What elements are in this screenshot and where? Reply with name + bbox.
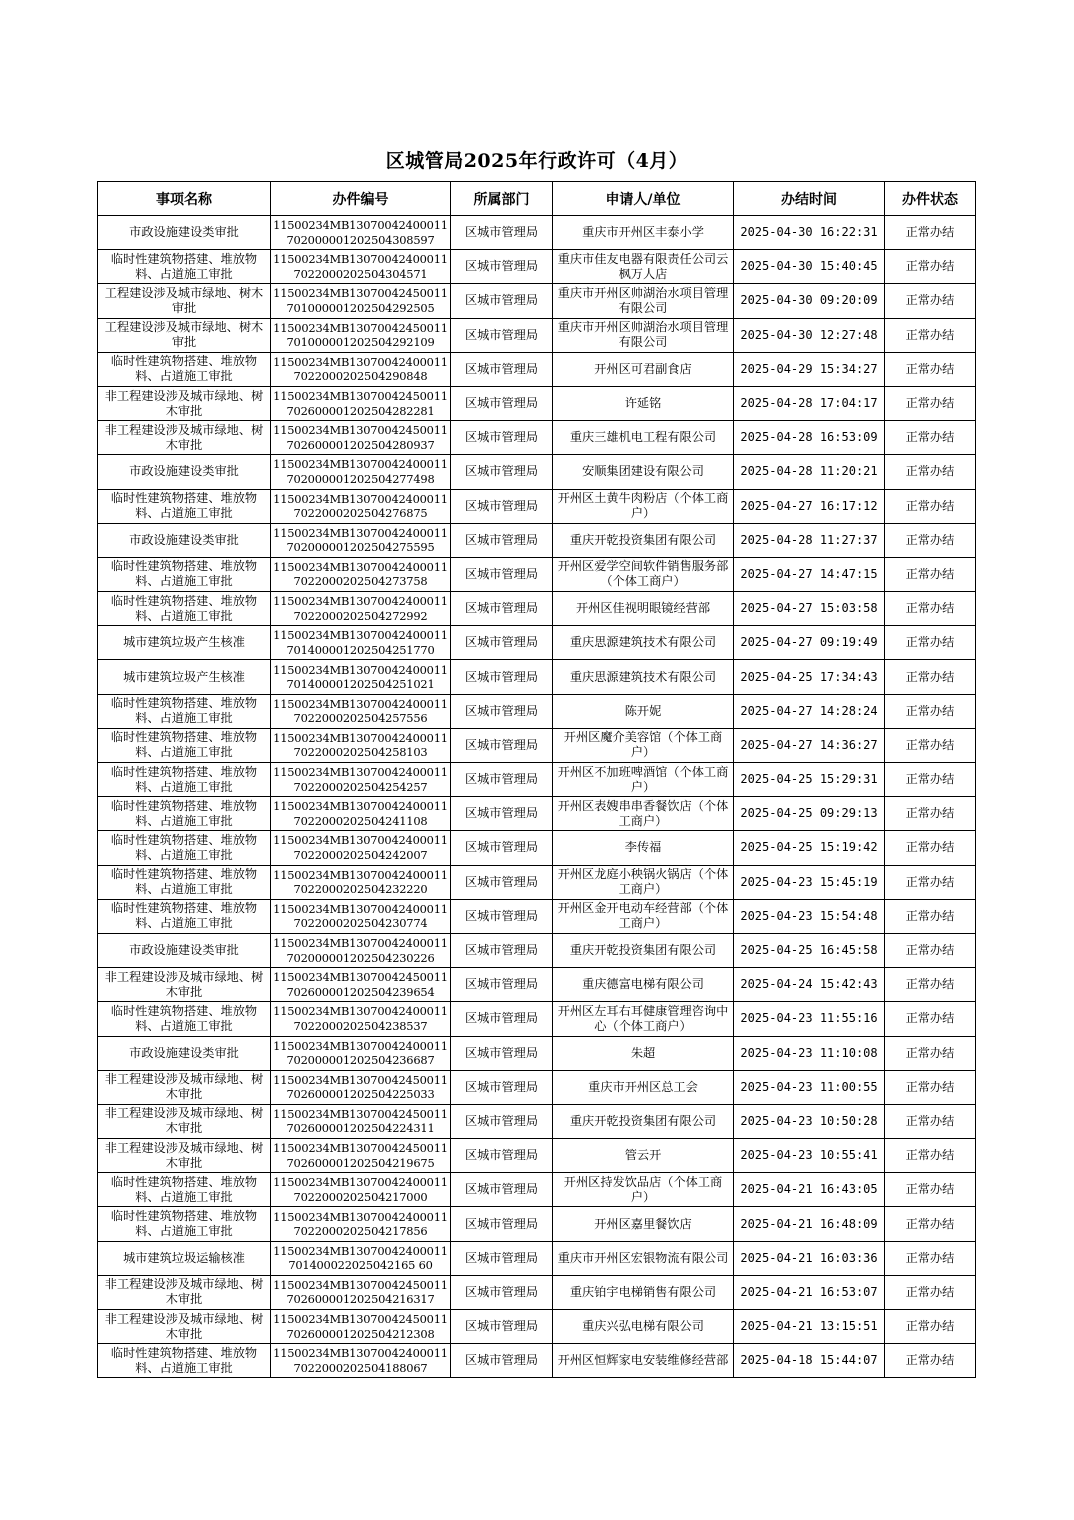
- applicant-cell: 开州区魔介美容馆（个体工商户）: [553, 728, 734, 762]
- department-cell: 区城市管理局: [451, 455, 553, 489]
- applicant-cell: 重庆兴弘电梯有限公司: [553, 1310, 734, 1344]
- table-row: [98, 831, 976, 865]
- case-number-cell: 11500234MB13070042450011 702600001202504224311: [271, 1104, 451, 1138]
- completion-time-cell: 2025-04-25 09:29:13: [734, 797, 885, 831]
- department-cell: 区城市管理局: [451, 1173, 553, 1207]
- item-name-cell: 非工程建设涉及城市绿地、树木审批: [98, 1139, 271, 1173]
- status-cell: 正常办结: [885, 899, 976, 933]
- applicant-cell: 重庆德富电梯有限公司: [553, 968, 734, 1002]
- department-cell: 区城市管理局: [451, 1275, 553, 1309]
- item-name-cell: 市政设施建设类审批: [98, 455, 271, 489]
- table-row: [98, 489, 976, 523]
- status-cell: 正常办结: [885, 557, 976, 591]
- status-cell: 正常办结: [885, 1310, 976, 1344]
- completion-time-cell: 2025-04-18 15:44:07: [734, 1344, 885, 1378]
- case-number-cell: 11500234MB13070042450011 701000001202504292109: [271, 318, 451, 352]
- table-row: [98, 216, 976, 250]
- table-row: [98, 1173, 976, 1207]
- status-cell: 正常办结: [885, 831, 976, 865]
- completion-time-cell: 2025-04-23 15:54:48: [734, 899, 885, 933]
- applicant-cell: 李传福: [553, 831, 734, 865]
- department-cell: 区城市管理局: [451, 421, 553, 455]
- column-header: 办件编号: [271, 182, 451, 216]
- applicant-cell: 重庆市开州区总工会: [553, 1070, 734, 1104]
- department-cell: 区城市管理局: [451, 831, 553, 865]
- case-number-cell: 11500234MB13070042400011 7022000202504217000: [271, 1173, 451, 1207]
- case-number-cell: 11500234MB13070042400011 7022000202504238537: [271, 1002, 451, 1036]
- department-cell: 区城市管理局: [451, 1344, 553, 1378]
- table-row: [98, 694, 976, 728]
- completion-time-cell: 2025-04-21 16:53:07: [734, 1275, 885, 1309]
- applicant-cell: 陈开妮: [553, 694, 734, 728]
- case-number-cell: 11500234MB13070042400011 7022000202504230774: [271, 899, 451, 933]
- table-row: [98, 1036, 976, 1070]
- completion-time-cell: 2025-04-23 11:10:08: [734, 1036, 885, 1070]
- status-cell: 正常办结: [885, 421, 976, 455]
- table-row: [98, 1002, 976, 1036]
- item-name-cell: 临时性建筑物搭建、堆放物料、占道施工审批: [98, 1173, 271, 1207]
- completion-time-cell: 2025-04-25 15:19:42: [734, 831, 885, 865]
- case-number-cell: 11500234MB13070042450011 701000001202504292505: [271, 284, 451, 318]
- status-cell: 正常办结: [885, 284, 976, 318]
- applicant-cell: 许延铭: [553, 386, 734, 420]
- table-body: [98, 216, 976, 1378]
- status-cell: 正常办结: [885, 1070, 976, 1104]
- table-row: [98, 626, 976, 660]
- applicant-cell: 开州区左耳右耳健康管理咨询中心（个体工商户）: [553, 1002, 734, 1036]
- department-cell: 区城市管理局: [451, 1104, 553, 1138]
- department-cell: 区城市管理局: [451, 523, 553, 557]
- completion-time-cell: 2025-04-30 15:40:45: [734, 250, 885, 284]
- case-number-cell: 11500234MB13070042400011 7022000202504290848: [271, 352, 451, 386]
- department-cell: 区城市管理局: [451, 728, 553, 762]
- applicant-cell: 重庆三雄机电工程有限公司: [553, 421, 734, 455]
- department-cell: 区城市管理局: [451, 1070, 553, 1104]
- case-number-cell: 11500234MB13070042400011 7022000202504304571: [271, 250, 451, 284]
- status-cell: 正常办结: [885, 968, 976, 1002]
- status-cell: 正常办结: [885, 865, 976, 899]
- completion-time-cell: 2025-04-28 11:27:37: [734, 523, 885, 557]
- status-cell: 正常办结: [885, 1344, 976, 1378]
- case-number-cell: 11500234MB13070042400011 7022000202504276875: [271, 489, 451, 523]
- column-header: 事项名称: [98, 182, 271, 216]
- department-cell: 区城市管理局: [451, 694, 553, 728]
- department-cell: 区城市管理局: [451, 592, 553, 626]
- page-title: 区城管局2025年行政许可（4月）: [385, 150, 689, 172]
- department-cell: 区城市管理局: [451, 1002, 553, 1036]
- status-cell: 正常办结: [885, 694, 976, 728]
- completion-time-cell: 2025-04-25 15:29:31: [734, 763, 885, 797]
- item-name-cell: 市政设施建设类审批: [98, 933, 271, 967]
- department-cell: 区城市管理局: [451, 626, 553, 660]
- department-cell: 区城市管理局: [451, 352, 553, 386]
- case-number-cell: 11500234MB13070042400011 7022000202504241108: [271, 797, 451, 831]
- case-number-cell: 11500234MB13070042400011 7022000202504257556: [271, 694, 451, 728]
- completion-time-cell: 2025-04-25 17:34:43: [734, 660, 885, 694]
- item-name-cell: 非工程建设涉及城市绿地、树木审批: [98, 1070, 271, 1104]
- status-cell: 正常办结: [885, 1241, 976, 1275]
- department-cell: 区城市管理局: [451, 557, 553, 591]
- department-cell: 区城市管理局: [451, 899, 553, 933]
- applicant-cell: 管云开: [553, 1139, 734, 1173]
- applicant-cell: 朱超: [553, 1036, 734, 1070]
- applicant-cell: 重庆思源建筑技术有限公司: [553, 626, 734, 660]
- department-cell: 区城市管理局: [451, 968, 553, 1002]
- completion-time-cell: 2025-04-27 09:19:49: [734, 626, 885, 660]
- applicant-cell: 重庆思源建筑技术有限公司: [553, 660, 734, 694]
- completion-time-cell: 2025-04-27 15:03:58: [734, 592, 885, 626]
- case-number-cell: 11500234MB13070042400011 7022000202504188067: [271, 1344, 451, 1378]
- status-cell: 正常办结: [885, 1002, 976, 1036]
- department-cell: 区城市管理局: [451, 1310, 553, 1344]
- item-name-cell: 临时性建筑物搭建、堆放物料、占道施工审批: [98, 557, 271, 591]
- department-cell: 区城市管理局: [451, 660, 553, 694]
- case-number-cell: 11500234MB13070042400011 701400022025042165 60: [271, 1241, 451, 1275]
- table-row: [98, 318, 976, 352]
- completion-time-cell: 2025-04-25 16:45:58: [734, 933, 885, 967]
- case-number-cell: 11500234MB13070042400011 7022000202504273758: [271, 557, 451, 591]
- applicant-cell: 安顺集团建设有限公司: [553, 455, 734, 489]
- table-row: [98, 557, 976, 591]
- status-cell: 正常办结: [885, 1104, 976, 1138]
- table-row: [98, 592, 976, 626]
- item-name-cell: 工程建设涉及城市绿地、树木审批: [98, 318, 271, 352]
- item-name-cell: 非工程建设涉及城市绿地、树木审批: [98, 1310, 271, 1344]
- column-header: 办件状态: [885, 182, 976, 216]
- table-row: [98, 899, 976, 933]
- case-number-cell: 11500234MB13070042450011 702600001202504225033: [271, 1070, 451, 1104]
- table-row: [98, 660, 976, 694]
- status-cell: 正常办结: [885, 660, 976, 694]
- status-cell: 正常办结: [885, 797, 976, 831]
- item-name-cell: 非工程建设涉及城市绿地、树木审批: [98, 386, 271, 420]
- department-cell: 区城市管理局: [451, 1207, 553, 1241]
- applicant-cell: 重庆铂宇电梯销售有限公司: [553, 1275, 734, 1309]
- case-number-cell: 11500234MB13070042400011 7022000202504242007: [271, 831, 451, 865]
- table-row: [98, 968, 976, 1002]
- item-name-cell: 临时性建筑物搭建、堆放物料、占道施工审批: [98, 728, 271, 762]
- completion-time-cell: 2025-04-27 14:36:27: [734, 728, 885, 762]
- case-number-cell: 11500234MB13070042450011 702600001202504212308: [271, 1310, 451, 1344]
- item-name-cell: 临时性建筑物搭建、堆放物料、占道施工审批: [98, 592, 271, 626]
- applicant-cell: 开州区土黄牛肉粉店（个体工商户）: [553, 489, 734, 523]
- case-number-cell: 11500234MB13070042400011 702000001202504308597: [271, 216, 451, 250]
- case-number-cell: 11500234MB13070042400011 7022000202504217856: [271, 1207, 451, 1241]
- item-name-cell: 临时性建筑物搭建、堆放物料、占道施工审批: [98, 831, 271, 865]
- completion-time-cell: 2025-04-30 09:20:09: [734, 284, 885, 318]
- column-header: 办结时间: [734, 182, 885, 216]
- completion-time-cell: 2025-04-23 10:50:28: [734, 1104, 885, 1138]
- case-number-cell: 11500234MB13070042400011 701400001202504251770: [271, 626, 451, 660]
- completion-time-cell: 2025-04-23 11:00:55: [734, 1070, 885, 1104]
- status-cell: 正常办结: [885, 386, 976, 420]
- status-cell: 正常办结: [885, 933, 976, 967]
- status-cell: 正常办结: [885, 318, 976, 352]
- department-cell: 区城市管理局: [451, 797, 553, 831]
- completion-time-cell: 2025-04-21 16:43:05: [734, 1173, 885, 1207]
- status-cell: 正常办结: [885, 352, 976, 386]
- completion-time-cell: 2025-04-21 16:03:36: [734, 1241, 885, 1275]
- item-name-cell: 非工程建设涉及城市绿地、树木审批: [98, 1104, 271, 1138]
- case-number-cell: 11500234MB13070042450011 702600001202504239654: [271, 968, 451, 1002]
- applicant-cell: 开州区金开电动车经营部（个体工商户）: [553, 899, 734, 933]
- completion-time-cell: 2025-04-24 15:42:43: [734, 968, 885, 1002]
- table-row: [98, 1104, 976, 1138]
- item-name-cell: 临时性建筑物搭建、堆放物料、占道施工审批: [98, 694, 271, 728]
- table-row: [98, 763, 976, 797]
- table-row: [98, 284, 976, 318]
- table-header-row: [98, 182, 976, 216]
- table-row: [98, 1139, 976, 1173]
- department-cell: 区城市管理局: [451, 1139, 553, 1173]
- department-cell: 区城市管理局: [451, 250, 553, 284]
- item-name-cell: 工程建设涉及城市绿地、树木审批: [98, 284, 271, 318]
- department-cell: 区城市管理局: [451, 1241, 553, 1275]
- applicant-cell: 开州区嘉里餐饮店: [553, 1207, 734, 1241]
- item-name-cell: 临时性建筑物搭建、堆放物料、占道施工审批: [98, 489, 271, 523]
- status-cell: 正常办结: [885, 489, 976, 523]
- applicant-cell: 重庆市佳友电器有限责任公司云枫万人店: [553, 250, 734, 284]
- status-cell: 正常办结: [885, 1207, 976, 1241]
- item-name-cell: 城市建筑垃圾产生核准: [98, 626, 271, 660]
- table-row: [98, 352, 976, 386]
- table-row: [98, 1275, 976, 1309]
- item-name-cell: 临时性建筑物搭建、堆放物料、占道施工审批: [98, 1207, 271, 1241]
- applicant-cell: 开州区不加班啤酒馆（个体工商户）: [553, 763, 734, 797]
- applicant-cell: 开州区持发饮品店（个体工商户）: [553, 1173, 734, 1207]
- applicant-cell: 开州区表嫂串串香餐饮店（个体工商户）: [553, 797, 734, 831]
- department-cell: 区城市管理局: [451, 216, 553, 250]
- case-number-cell: 11500234MB13070042450011 702600001202504216317: [271, 1275, 451, 1309]
- table-row: [98, 1344, 976, 1378]
- case-number-cell: 11500234MB13070042400011 7022000202504272992: [271, 592, 451, 626]
- case-number-cell: 11500234MB13070042400011 702000001202504236687: [271, 1036, 451, 1070]
- completion-time-cell: 2025-04-23 10:55:41: [734, 1139, 885, 1173]
- status-cell: 正常办结: [885, 523, 976, 557]
- applicant-cell: 开州区可君副食店: [553, 352, 734, 386]
- applicant-cell: 开州区佳视明眼镜经营部: [553, 592, 734, 626]
- department-cell: 区城市管理局: [451, 1036, 553, 1070]
- status-cell: 正常办结: [885, 1173, 976, 1207]
- item-name-cell: 市政设施建设类审批: [98, 523, 271, 557]
- completion-time-cell: 2025-04-29 15:34:27: [734, 352, 885, 386]
- status-cell: 正常办结: [885, 592, 976, 626]
- status-cell: 正常办结: [885, 728, 976, 762]
- completion-time-cell: 2025-04-30 12:27:48: [734, 318, 885, 352]
- item-name-cell: 临时性建筑物搭建、堆放物料、占道施工审批: [98, 1344, 271, 1378]
- item-name-cell: 城市建筑垃圾产生核准: [98, 660, 271, 694]
- table-row: [98, 250, 976, 284]
- applicant-cell: 重庆开乾投资集团有限公司: [553, 1104, 734, 1138]
- item-name-cell: 非工程建设涉及城市绿地、树木审批: [98, 968, 271, 1002]
- status-cell: 正常办结: [885, 1036, 976, 1070]
- status-cell: 正常办结: [885, 763, 976, 797]
- item-name-cell: 临时性建筑物搭建、堆放物料、占道施工审批: [98, 899, 271, 933]
- item-name-cell: 市政设施建设类审批: [98, 1036, 271, 1070]
- case-number-cell: 11500234MB13070042400011 702000001202504275595: [271, 523, 451, 557]
- table-row: [98, 523, 976, 557]
- case-number-cell: 11500234MB13070042400011 702000001202504277498: [271, 455, 451, 489]
- permit-table: [97, 181, 976, 1378]
- table-row: [98, 1241, 976, 1275]
- column-header: 所属部门: [451, 182, 553, 216]
- completion-time-cell: 2025-04-23 11:55:16: [734, 1002, 885, 1036]
- completion-time-cell: 2025-04-23 15:45:19: [734, 865, 885, 899]
- case-number-cell: 11500234MB13070042400011 702000001202504230226: [271, 933, 451, 967]
- completion-time-cell: 2025-04-30 16:22:31: [734, 216, 885, 250]
- status-cell: 正常办结: [885, 1139, 976, 1173]
- table-row: [98, 797, 976, 831]
- completion-time-cell: 2025-04-21 16:48:09: [734, 1207, 885, 1241]
- table-row: [98, 1207, 976, 1241]
- item-name-cell: 临时性建筑物搭建、堆放物料、占道施工审批: [98, 797, 271, 831]
- case-number-cell: 11500234MB13070042450011 702600001202504219675: [271, 1139, 451, 1173]
- case-number-cell: 11500234MB13070042400011 7022000202504232220: [271, 865, 451, 899]
- applicant-cell: 重庆市开州区帅湖治水项目管理有限公司: [553, 318, 734, 352]
- item-name-cell: 非工程建设涉及城市绿地、树木审批: [98, 1275, 271, 1309]
- applicant-cell: 开州区龙庭小秧锅火锅店（个体工商户）: [553, 865, 734, 899]
- status-cell: 正常办结: [885, 455, 976, 489]
- applicant-cell: 重庆开乾投资集团有限公司: [553, 933, 734, 967]
- item-name-cell: 临时性建筑物搭建、堆放物料、占道施工审批: [98, 865, 271, 899]
- completion-time-cell: 2025-04-27 14:47:15: [734, 557, 885, 591]
- item-name-cell: 临时性建筑物搭建、堆放物料、占道施工审批: [98, 352, 271, 386]
- table-row: [98, 455, 976, 489]
- case-number-cell: 11500234MB13070042400011 7022000202504258103: [271, 728, 451, 762]
- status-cell: 正常办结: [885, 626, 976, 660]
- applicant-cell: 重庆市开州区丰泰小学: [553, 216, 734, 250]
- department-cell: 区城市管理局: [451, 933, 553, 967]
- table-row: [98, 421, 976, 455]
- completion-time-cell: 2025-04-28 11:20:21: [734, 455, 885, 489]
- status-cell: 正常办结: [885, 216, 976, 250]
- table-row: [98, 865, 976, 899]
- table-row: [98, 386, 976, 420]
- item-name-cell: 非工程建设涉及城市绿地、树木审批: [98, 421, 271, 455]
- applicant-cell: 重庆开乾投资集团有限公司: [553, 523, 734, 557]
- department-cell: 区城市管理局: [451, 318, 553, 352]
- case-number-cell: 11500234MB13070042450011 702600001202504280937: [271, 421, 451, 455]
- case-number-cell: 11500234MB13070042400011 7022000202504254257: [271, 763, 451, 797]
- case-number-cell: 11500234MB13070042400011 701400001202504251021: [271, 660, 451, 694]
- table-row: [98, 1310, 976, 1344]
- department-cell: 区城市管理局: [451, 489, 553, 523]
- table-row: [98, 1070, 976, 1104]
- item-name-cell: 城市建筑垃圾运输核准: [98, 1241, 271, 1275]
- department-cell: 区城市管理局: [451, 865, 553, 899]
- item-name-cell: 临时性建筑物搭建、堆放物料、占道施工审批: [98, 250, 271, 284]
- applicant-cell: 开州区爱学空间软件销售服务部（个体工商户）: [553, 557, 734, 591]
- completion-time-cell: 2025-04-28 16:53:09: [734, 421, 885, 455]
- completion-time-cell: 2025-04-28 17:04:17: [734, 386, 885, 420]
- department-cell: 区城市管理局: [451, 763, 553, 797]
- department-cell: 区城市管理局: [451, 284, 553, 318]
- item-name-cell: 市政设施建设类审批: [98, 216, 271, 250]
- case-number-cell: 11500234MB13070042450011 702600001202504282281: [271, 386, 451, 420]
- applicant-cell: 开州区恒辉家电安装维修经营部: [553, 1344, 734, 1378]
- department-cell: 区城市管理局: [451, 386, 553, 420]
- table-row: [98, 728, 976, 762]
- completion-time-cell: 2025-04-27 16:17:12: [734, 489, 885, 523]
- completion-time-cell: 2025-04-21 13:15:51: [734, 1310, 885, 1344]
- table-row: [98, 933, 976, 967]
- completion-time-cell: 2025-04-27 14:28:24: [734, 694, 885, 728]
- item-name-cell: 临时性建筑物搭建、堆放物料、占道施工审批: [98, 1002, 271, 1036]
- applicant-cell: 重庆市开州区宏银物流有限公司: [553, 1241, 734, 1275]
- status-cell: 正常办结: [885, 1275, 976, 1309]
- applicant-cell: 重庆市开州区帅湖治水项目管理有限公司: [553, 284, 734, 318]
- column-header: 申请人/单位: [553, 182, 734, 216]
- item-name-cell: 临时性建筑物搭建、堆放物料、占道施工审批: [98, 763, 271, 797]
- status-cell: 正常办结: [885, 250, 976, 284]
